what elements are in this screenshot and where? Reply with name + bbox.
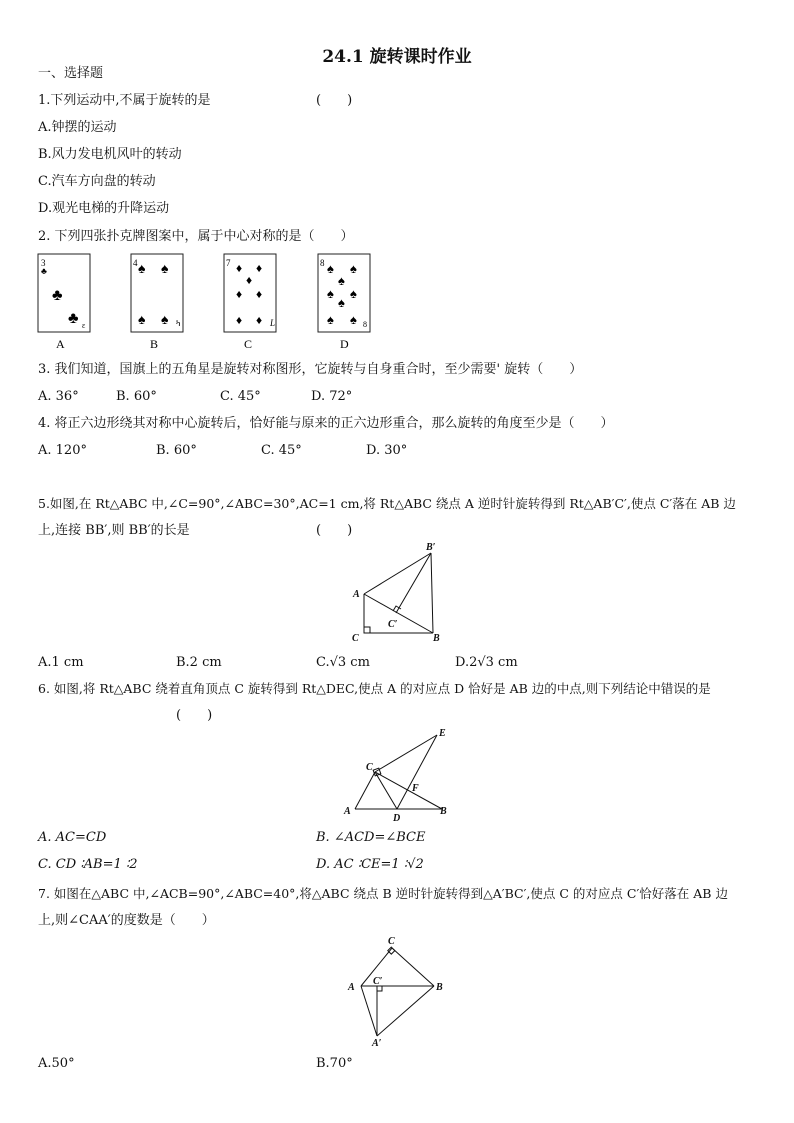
q5-label-b-prime: B′ [426,542,436,553]
q5-option-b: B.2 cm [176,655,222,670]
page-title: 24.1 旋转课时作业 [322,47,472,67]
card-d-pip: ♠ [338,273,345,288]
q5-label-c-prime: C′ [388,619,398,630]
q5-label-a: A [353,589,360,600]
q7-option-a: A.50° [38,1056,75,1071]
card-c-rank-rotated: L [270,318,276,328]
card-a-pip: ♣ [68,310,79,327]
q6-label-a: A [344,806,351,817]
q1-option-d: D.观光电梯的升降运动 [38,201,170,216]
q7-label-a-prime: A′ [372,1038,382,1049]
q3-option-a: A. 36° [38,389,79,404]
q6-stem-line1: 6. 如图,将 Rt△ABC 绕着直角顶点 C 旋转得到 Rt△DEC,使点 A 的对应点 D 恰好是 AB 边的中点,则下列结论中错误的是 [38,681,711,696]
q6-label-c: C [366,762,373,773]
card-d-pip: ♠ [350,286,357,301]
q7-label-b: B [436,982,443,993]
card-d-pip: ♠ [327,261,334,276]
card-c-pip: ♦ [256,313,263,327]
q3-stem: 3. 我们知道，国旗上的五角星是旋转对称图形，它旋转与自身重合时，至少需要' 旋转（ ） [38,362,583,377]
q7-triangle-figure [340,930,460,1050]
q6-triangle-figure [335,724,465,824]
q1-option-a: A.钟摆的运动 [38,120,117,135]
card-c-pip: ♦ [236,261,243,275]
card-a-rank: 3 [41,258,46,268]
card-d-pip: ♠ [327,286,334,301]
card-b-pip: ♠ [138,313,146,328]
q6-label-e: E [439,728,446,739]
q4-option-c: C. 45° [261,443,302,458]
q7-label-a: A [348,982,355,993]
q6-label-f: F [412,783,419,794]
card-d-label: D [340,337,349,351]
card-b-label: B [150,337,159,351]
card-a-rank-rotated: ε [82,321,86,330]
q7-label-c: C [388,936,395,947]
q5-triangle-figure [340,540,460,648]
card-b-rank-rotated: ካ [176,319,181,328]
card-d-pip: ♠ [350,312,357,327]
q6-option-c: C. CD ∶AB=1 ∶2 [38,857,138,872]
card-b-rank: 4 [133,258,138,268]
q3-option-b: B. 60° [116,389,157,404]
card-c-pip: ♦ [256,287,263,301]
q7-option-b: B.70° [316,1056,353,1071]
card-d-pip: ♠ [338,295,345,310]
card-a [38,254,90,351]
q7-stem-line1: 7. 如图在△ABC 中,∠ACB=90°,∠ABC=40°,将△ABC 绕点 B 逆时针旋转得到△A′BC′,使点 C 的对应点 C′恰好落在 AB 边 [38,886,728,901]
q2-playing-cards-figure [30,250,390,352]
card-d-rank: 8 [320,258,325,268]
q3-option-c: C. 45° [220,389,261,404]
q1-option-c: C.汽车方向盘的转动 [38,174,156,189]
q1-stem: 1.下列运动中,不属于旋转的是 [38,93,211,108]
q5-option-c: C.√3 cm [316,655,370,670]
q6-answer-paren: ( ) [176,708,213,723]
card-c-pip: ♦ [256,261,263,275]
q7-label-c-prime: C′ [373,976,383,987]
q1-answer-paren: ( ) [316,93,353,108]
q4-option-b: B. 60° [156,443,197,458]
q5-label-b: B [433,633,440,644]
card-c-label: C [244,337,253,351]
card-c-pip: ♦ [236,287,243,301]
q2-stem: 2. 下列四张扑克牌图案中，属于中心对称的是（ ） [38,229,354,244]
q1-option-b: B.风力发电机风叶的转动 [38,147,182,162]
q5-option-a: A.1 cm [38,655,84,670]
card-a-label: A [56,337,65,351]
q5-option-d: D.2√3 cm [455,655,518,670]
card-a-pip: ♣ [52,287,63,304]
q6-option-b: B. ∠ACD=∠BCE [316,830,426,845]
card-b-pip: ♠ [138,262,146,277]
q4-option-a: A. 120° [38,443,87,458]
card-d-rank-rotated: 8 [363,320,367,329]
card-d [318,254,370,351]
card-c [224,254,276,351]
card-c-pip: ♦ [246,273,253,287]
q4-option-d: D. 30° [366,443,408,458]
card-a-suit-small: ♣ [41,266,47,276]
q5-answer-paren: ( ) [316,523,353,538]
q5-label-c: C [352,633,359,644]
card-b-pip: ♠ [161,262,169,277]
q3-option-d: D. 72° [311,389,353,404]
q6-option-d: D. AC ∶CE=1 ∶√2 [316,857,424,872]
card-d-pip: ♠ [350,261,357,276]
q5-stem-line2: 上,连接 BB′,则 BB′的长是 [38,523,190,538]
card-c-pip: ♦ [236,313,243,327]
q5-stem-line1: 5.如图,在 Rt△ABC 中,∠C=90°,∠ABC=30°,AC=1 cm,将 Rt△ABC 绕点 A 逆时针旋转得到 Rt△AB′C′,使点 C′落在 AB 边 [38,496,736,511]
q7-stem-line2: 上,则∠CAA′的度数是（ ） [38,913,215,928]
q6-option-a: A. AC=CD [38,830,107,845]
card-c-rank: 7 [226,258,231,268]
card-b-pip: ♠ [161,313,169,328]
section-heading: 一、选择题 [38,66,104,81]
q6-label-d: D [393,813,401,824]
q4-stem: 4. 将正六边形绕其对称中心旋转后，恰好能与原来的正六边形重合，那么旋转的角度至少是（ ） [38,416,614,431]
card-d-pip: ♠ [327,312,334,327]
card-b [131,254,183,351]
q6-label-b: B [440,806,447,817]
